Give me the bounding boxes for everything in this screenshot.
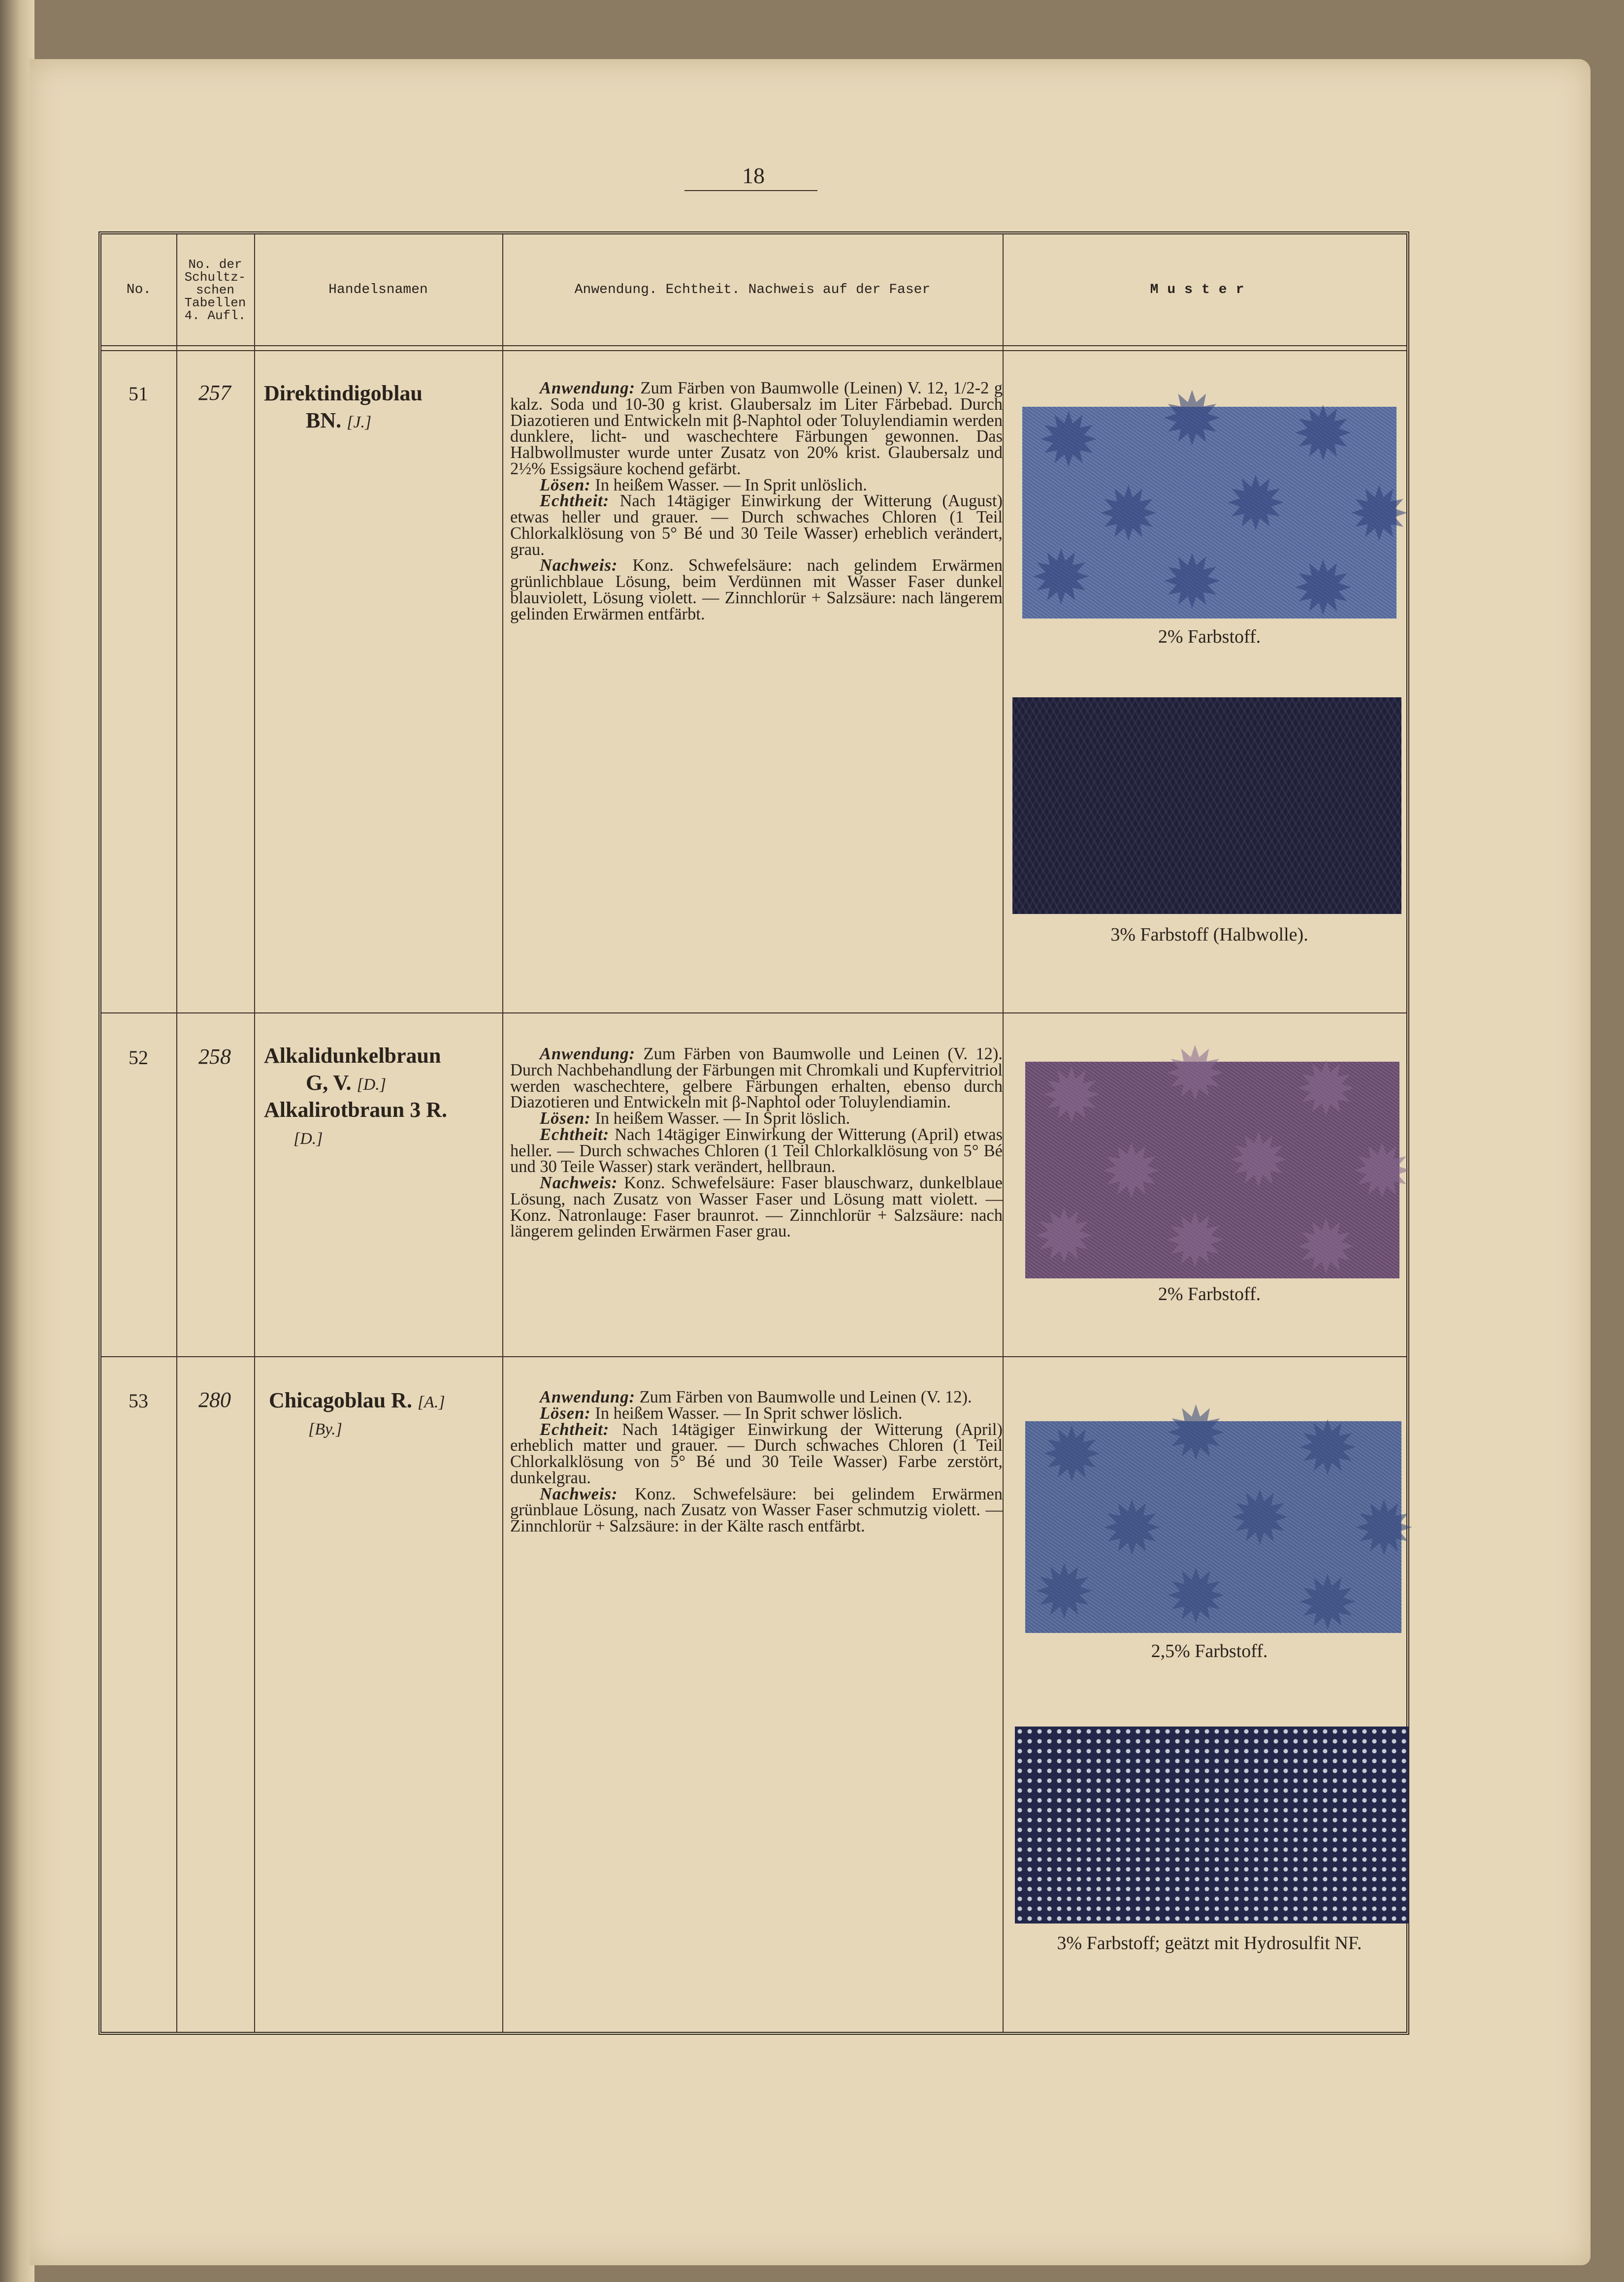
nachweis-text: Konz. Schwefelsäure: nach gelindem Erwärmen grünlichblaue Lösung, beim Verdünnen mit Wasser Faser dunkel blauviolett, Lösung violett. — Zinnchlorür + Salzsäure: nach längerem gelinden Erwärmen entfärbt. bbox=[510, 556, 1003, 623]
fabric-star-motif: ✹ bbox=[1161, 379, 1223, 461]
sample-caption: 2% Farbstoff. bbox=[1158, 626, 1261, 647]
manufacturer-mark: [A.] bbox=[417, 1393, 445, 1411]
row-53-number: 53 bbox=[129, 1390, 148, 1412]
manufacturer-mark: [J.] bbox=[347, 413, 372, 431]
echtheit-text: Nach 14tägiger Einwirkung der Witterung (August) etwas heller und grauer. — Durch schwaches Chloren (1 Teil Chlorkalklösung von 5° Bé und 30 Teile Wasser) erheblich verändert, grau. bbox=[510, 491, 1003, 559]
sample-caption: 3% Farbstoff; geätzt mit Hydrosulfit NF. bbox=[1057, 1933, 1362, 1954]
fabric-star-motif: ✹ bbox=[1100, 1132, 1163, 1213]
nachweis-label: Nachweis: bbox=[540, 1484, 618, 1503]
trade-name-suffix: G, V. bbox=[306, 1071, 352, 1095]
dye-table bbox=[98, 231, 1415, 2035]
anwendung-label: Anwendung: bbox=[540, 379, 636, 397]
fabric-star-motif: ✹ bbox=[1101, 1489, 1163, 1570]
loesen-text: In heißem Wasser. — In Sprit schwer löslich. bbox=[595, 1403, 903, 1423]
fabric-star-motif: ✹ bbox=[1297, 1408, 1359, 1490]
header-no: No. bbox=[126, 282, 152, 297]
header-schultz: No. der Schultz- schen Tabellen 4. Aufl. bbox=[184, 257, 246, 323]
fabric-star-motif: ✹ bbox=[1165, 1393, 1227, 1475]
loesen-label: Lösen: bbox=[540, 1403, 591, 1423]
anwendung-label: Anwendung: bbox=[540, 1044, 636, 1063]
echtheit-text: Nach 14tägiger Einwirkung der Witterung (April) etwas heller. — Durch schwaches Chloren (1 Teil Chlorkalklösung von 5° Bé und 30 Teile Wasser) stark verändert, hellbraun. bbox=[510, 1125, 1003, 1176]
nachweis-text: Konz. Schwefelsäure: bei gelindem Erwärmen grünblaue Lösung, nach Zusatz von Wasser Faser schmutzig violett. — Zinnchlorür + Salzsäure: in der Kälte rasch entfärbt. bbox=[510, 1484, 1003, 1536]
nachweis-label: Nachweis: bbox=[540, 556, 618, 575]
row-51-schultz: 257 bbox=[198, 381, 231, 405]
sample-caption: 3% Farbstoff (Halbwolle). bbox=[1110, 924, 1308, 945]
col-divider bbox=[176, 234, 177, 2032]
trade-name-line: Direktindigoblau bbox=[264, 381, 422, 405]
trade-name-line bbox=[269, 1387, 510, 1414]
manufacturer-mark: [D.] bbox=[357, 1076, 387, 1094]
fabric-sample-swatch bbox=[1025, 1393, 1415, 1645]
fabric-star-motif: ✹ bbox=[1348, 474, 1410, 556]
fabric-star-motif: ✹ bbox=[1164, 1201, 1226, 1283]
row-52-description bbox=[510, 1046, 1003, 1239]
page-number: 18 bbox=[742, 163, 765, 188]
header-handelsnamen: Handelsnamen bbox=[328, 282, 428, 297]
echtheit-label: Echtheit: bbox=[540, 1420, 610, 1439]
fabric-star-motif: ✹ bbox=[1295, 1049, 1357, 1131]
page-number-rule bbox=[684, 190, 817, 191]
trade-name-line: Alkalidunkelbraun bbox=[264, 1043, 441, 1068]
fabric-star-motif: ✹ bbox=[1229, 1478, 1291, 1560]
col-divider bbox=[254, 234, 255, 2032]
row-52-schultz: 258 bbox=[198, 1044, 231, 1069]
fabric-star-motif: ✹ bbox=[1040, 1414, 1103, 1497]
trade-name-line bbox=[269, 1414, 510, 1441]
manufacturer-mark: [By.] bbox=[308, 1420, 342, 1438]
fabric-star-motif: ✹ bbox=[1297, 1563, 1359, 1645]
fabric-star-motif: ✹ bbox=[1353, 1489, 1415, 1570]
trade-name-line bbox=[264, 1123, 505, 1150]
row-divider bbox=[101, 1356, 1406, 1357]
row-53-trade-name bbox=[269, 1387, 510, 1441]
fabric-sample-swatch bbox=[1022, 379, 1410, 630]
fabric-star-motif: ✹ bbox=[1165, 1556, 1227, 1638]
echtheit-text: Nach 14tägiger Einwirkung der Witterung (April) erheblich matter und grauer. — Durch schwaches Chloren (1 Teil Chlorkalklösung von 5° Bé und 30 Teile Wasser) Farbe zerstört, dunkelgrau. bbox=[510, 1420, 1003, 1487]
anwendung-text: Zum Färben von Baumwolle und Leinen (V. 12). bbox=[639, 1388, 972, 1406]
fabric-star-motif: ✹ bbox=[1292, 548, 1354, 630]
echtheit-label: Echtheit: bbox=[540, 1125, 610, 1144]
anwendung-text: Zum Färben von Baumwolle (Leinen) V. 12, 1/2-2 g kalz. Soda und 10-30 g krist. Glaubersalz im Liter Färbebad. Durch Diazotieren und Entwickeln mit β-Naphtol oder Toluylendiamin werden dunklere, licht- und waschechtere Färbungen gewonnen. Das Halbwollmuster wurde unter Zusatz von 20% krist. Glaubersalz und 2½% Essigsäure kochend gefärbt. bbox=[510, 379, 1003, 478]
row-51-number: 51 bbox=[129, 383, 148, 405]
fabric-star-motif: ✹ bbox=[1033, 1197, 1095, 1278]
trade-name-line: Alkalirotbraun 3 R. bbox=[264, 1098, 448, 1122]
fabric-star-motif: ✹ bbox=[1161, 542, 1223, 624]
fabric-star-motif: ✹ bbox=[1040, 1056, 1103, 1138]
row-51-trade-name bbox=[264, 380, 505, 434]
loesen-label: Lösen: bbox=[540, 475, 591, 494]
row-53-schultz: 280 bbox=[198, 1388, 231, 1412]
manufacturer-mark: [D.] bbox=[293, 1130, 323, 1148]
anwendung-text: Zum Färben von Baumwolle und Leinen (V. 12). Durch Nachbehandlung der Färbungen mit Chromkali und Kupfervitriol werden waschechtere, gelbere Färbungen erhalten, ebenso durch Diazotieren und Entwickeln mit β-Naphtol oder Toluylendiamin. bbox=[510, 1044, 1003, 1112]
fabric-star-motif: ✹ bbox=[1228, 1121, 1290, 1203]
row-divider bbox=[101, 1012, 1406, 1013]
trade-name-line bbox=[264, 407, 505, 434]
loesen-label: Lösen: bbox=[540, 1109, 591, 1128]
fabric-star-motif: ✹ bbox=[1038, 400, 1100, 482]
echtheit-label: Echtheit: bbox=[540, 491, 610, 511]
fabric-star-motif: ✹ bbox=[1030, 538, 1092, 619]
trade-name-line bbox=[264, 1069, 505, 1096]
nachweis-label: Nachweis: bbox=[540, 1174, 618, 1193]
row-52-trade-name bbox=[264, 1042, 505, 1150]
header-rule bbox=[101, 345, 1406, 351]
fabric-star-motif: ✹ bbox=[1225, 463, 1287, 546]
loesen-text: In heißem Wasser. — In Sprit unlöslich. bbox=[595, 475, 867, 494]
nachweis-text: Konz. Schwefelsäure: Faser blauschwarz, dunkelblaue Lösung, nach Zusatz von Wasser Faser und Lösung matt violett. — Konz. Natronlauge: Faser braunrot. — Zinnchlorür + Salzsäure: nach längerem gelinden Erwärmen Faser grau. bbox=[510, 1174, 1003, 1241]
fabric-star-motif: ✹ bbox=[1292, 393, 1354, 476]
header-anwendung: Anwendung. Echtheit. Nachweis auf der Faser bbox=[574, 282, 931, 297]
fabric-star-motif: ✹ bbox=[1097, 474, 1160, 556]
fabric-star-motif: ✹ bbox=[1033, 1552, 1096, 1634]
col-divider bbox=[1003, 234, 1004, 2032]
fabric-sample-swatch bbox=[1025, 1034, 1413, 1289]
anwendung-label: Anwendung: bbox=[540, 1388, 636, 1406]
row-52-number: 52 bbox=[129, 1046, 148, 1069]
loesen-text: In heißem Wasser. — In Sprit löslich. bbox=[595, 1109, 850, 1128]
fabric-sample-swatch bbox=[1015, 1727, 1409, 1923]
sample-caption: 2,5% Farbstoff. bbox=[1151, 1641, 1268, 1662]
fabric-star-motif: ✹ bbox=[1295, 1207, 1357, 1289]
trade-name-text: Chicagoblau R. bbox=[269, 1388, 412, 1412]
row-51-description bbox=[510, 380, 1003, 622]
fabric-star-motif: ✹ bbox=[1351, 1132, 1413, 1213]
row-53-description bbox=[510, 1389, 1003, 1534]
fabric-sample-swatch bbox=[1012, 697, 1401, 914]
sample-caption: 2% Farbstoff. bbox=[1158, 1284, 1261, 1304]
fabric-star-motif: ✹ bbox=[1164, 1034, 1226, 1116]
header-muster: Muster bbox=[1150, 282, 1253, 297]
trade-name-suffix: BN. bbox=[306, 408, 342, 432]
